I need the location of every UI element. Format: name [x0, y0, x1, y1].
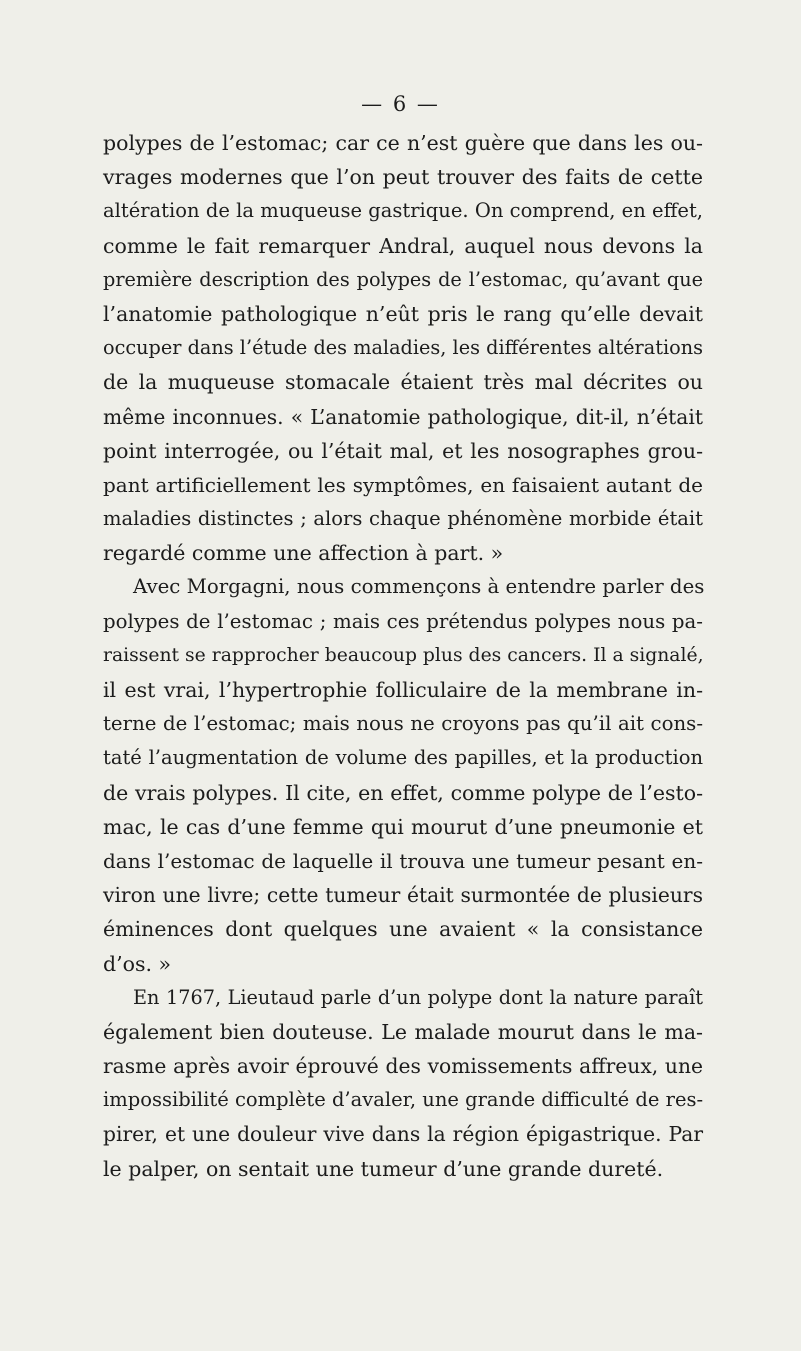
text-line: impossibilité complète d’avaler, une grande difficulté de res-	[103, 1088, 704, 1112]
text-line: de vrais polypes. Il cite, en effet, comme polype de l’esto-	[103, 780, 703, 805]
text-line: point interrogée, ou l’était mal, et les nosographes grou-	[103, 438, 703, 463]
text-line: pirer, et une douleur vive dans la région épigastrique. Par	[103, 1122, 703, 1147]
text-line: Avec Morgagni, nous commençons à entendre parler des	[133, 575, 705, 599]
text-line: également bien douteuse. Le malade mourut dans le ma-	[103, 1019, 703, 1044]
text-line: En 1767, Lieutaud parle d’un polype dont la nature paraît	[133, 985, 703, 1009]
body-text	[103, 126, 703, 1186]
text-line: taté l’augmentation de volume des papilles, et la production	[103, 746, 703, 770]
text-line: polypes de l’estomac; car ce n’est guère que dans les ou-	[103, 131, 703, 155]
text-line: éminences dont quelques une avaient « la consistance	[103, 917, 703, 942]
text-line: pant artificiellement les symptômes, en faisaient autant de	[103, 472, 703, 497]
text-line: comme le fait remarquer Andral, auquel nous devons la	[103, 233, 703, 258]
text-line: première description des polypes de l’estomac, qu’avant que	[103, 267, 703, 291]
text-line: il est vrai, l’hypertrophie folliculaire de la membrane in-	[103, 678, 703, 702]
text-line: le palper, on sentait une tumeur d’une grande dureté.	[103, 1156, 664, 1181]
text-line: altération de la muqueuse gastrique. On comprend, en effet,	[103, 199, 703, 223]
text-line: rasme après avoir éprouvé des vomissements affreux, une	[103, 1054, 703, 1079]
text-line: occuper dans l’étude des maladies, les différentes altérations	[103, 336, 703, 360]
text-line: l’anatomie pathologique n’eût pris le rang qu’elle devait	[103, 301, 703, 326]
text-line: de la muqueuse stomacale étaient très mal décrites ou	[103, 370, 703, 395]
text-line: polypes de l’estomac ; mais ces prétendus polypes nous pa-	[103, 609, 703, 633]
text-line: vrages modernes que l’on peut trouver des faits de cette	[103, 165, 703, 190]
text-line: viron une livre; cette tumeur était surmontée de plusieurs	[103, 883, 703, 908]
text-line: mac, le cas d’une femme qui mourut d’une pneumonie et	[103, 814, 703, 839]
text-line: maladies distinctes ; alors chaque phénomène morbide était	[103, 507, 703, 531]
text-line: même inconnues. « L’anatomie pathologique, dit-il, n’était	[103, 404, 703, 429]
text-line: raissent se rapprocher beaucoup plus des cancers. Il a signalé,	[103, 644, 704, 666]
text-line: dans l’estomac de laquelle il trouva une tumeur pesant en-	[103, 848, 703, 873]
page-number: — 6 —	[361, 92, 440, 116]
text-line: regardé comme une affection à part. »	[103, 541, 504, 566]
text-line: d’os. »	[103, 951, 172, 976]
text-line: terne de l’estomac; mais nous ne croyons pas qu’il ait cons-	[103, 712, 703, 736]
